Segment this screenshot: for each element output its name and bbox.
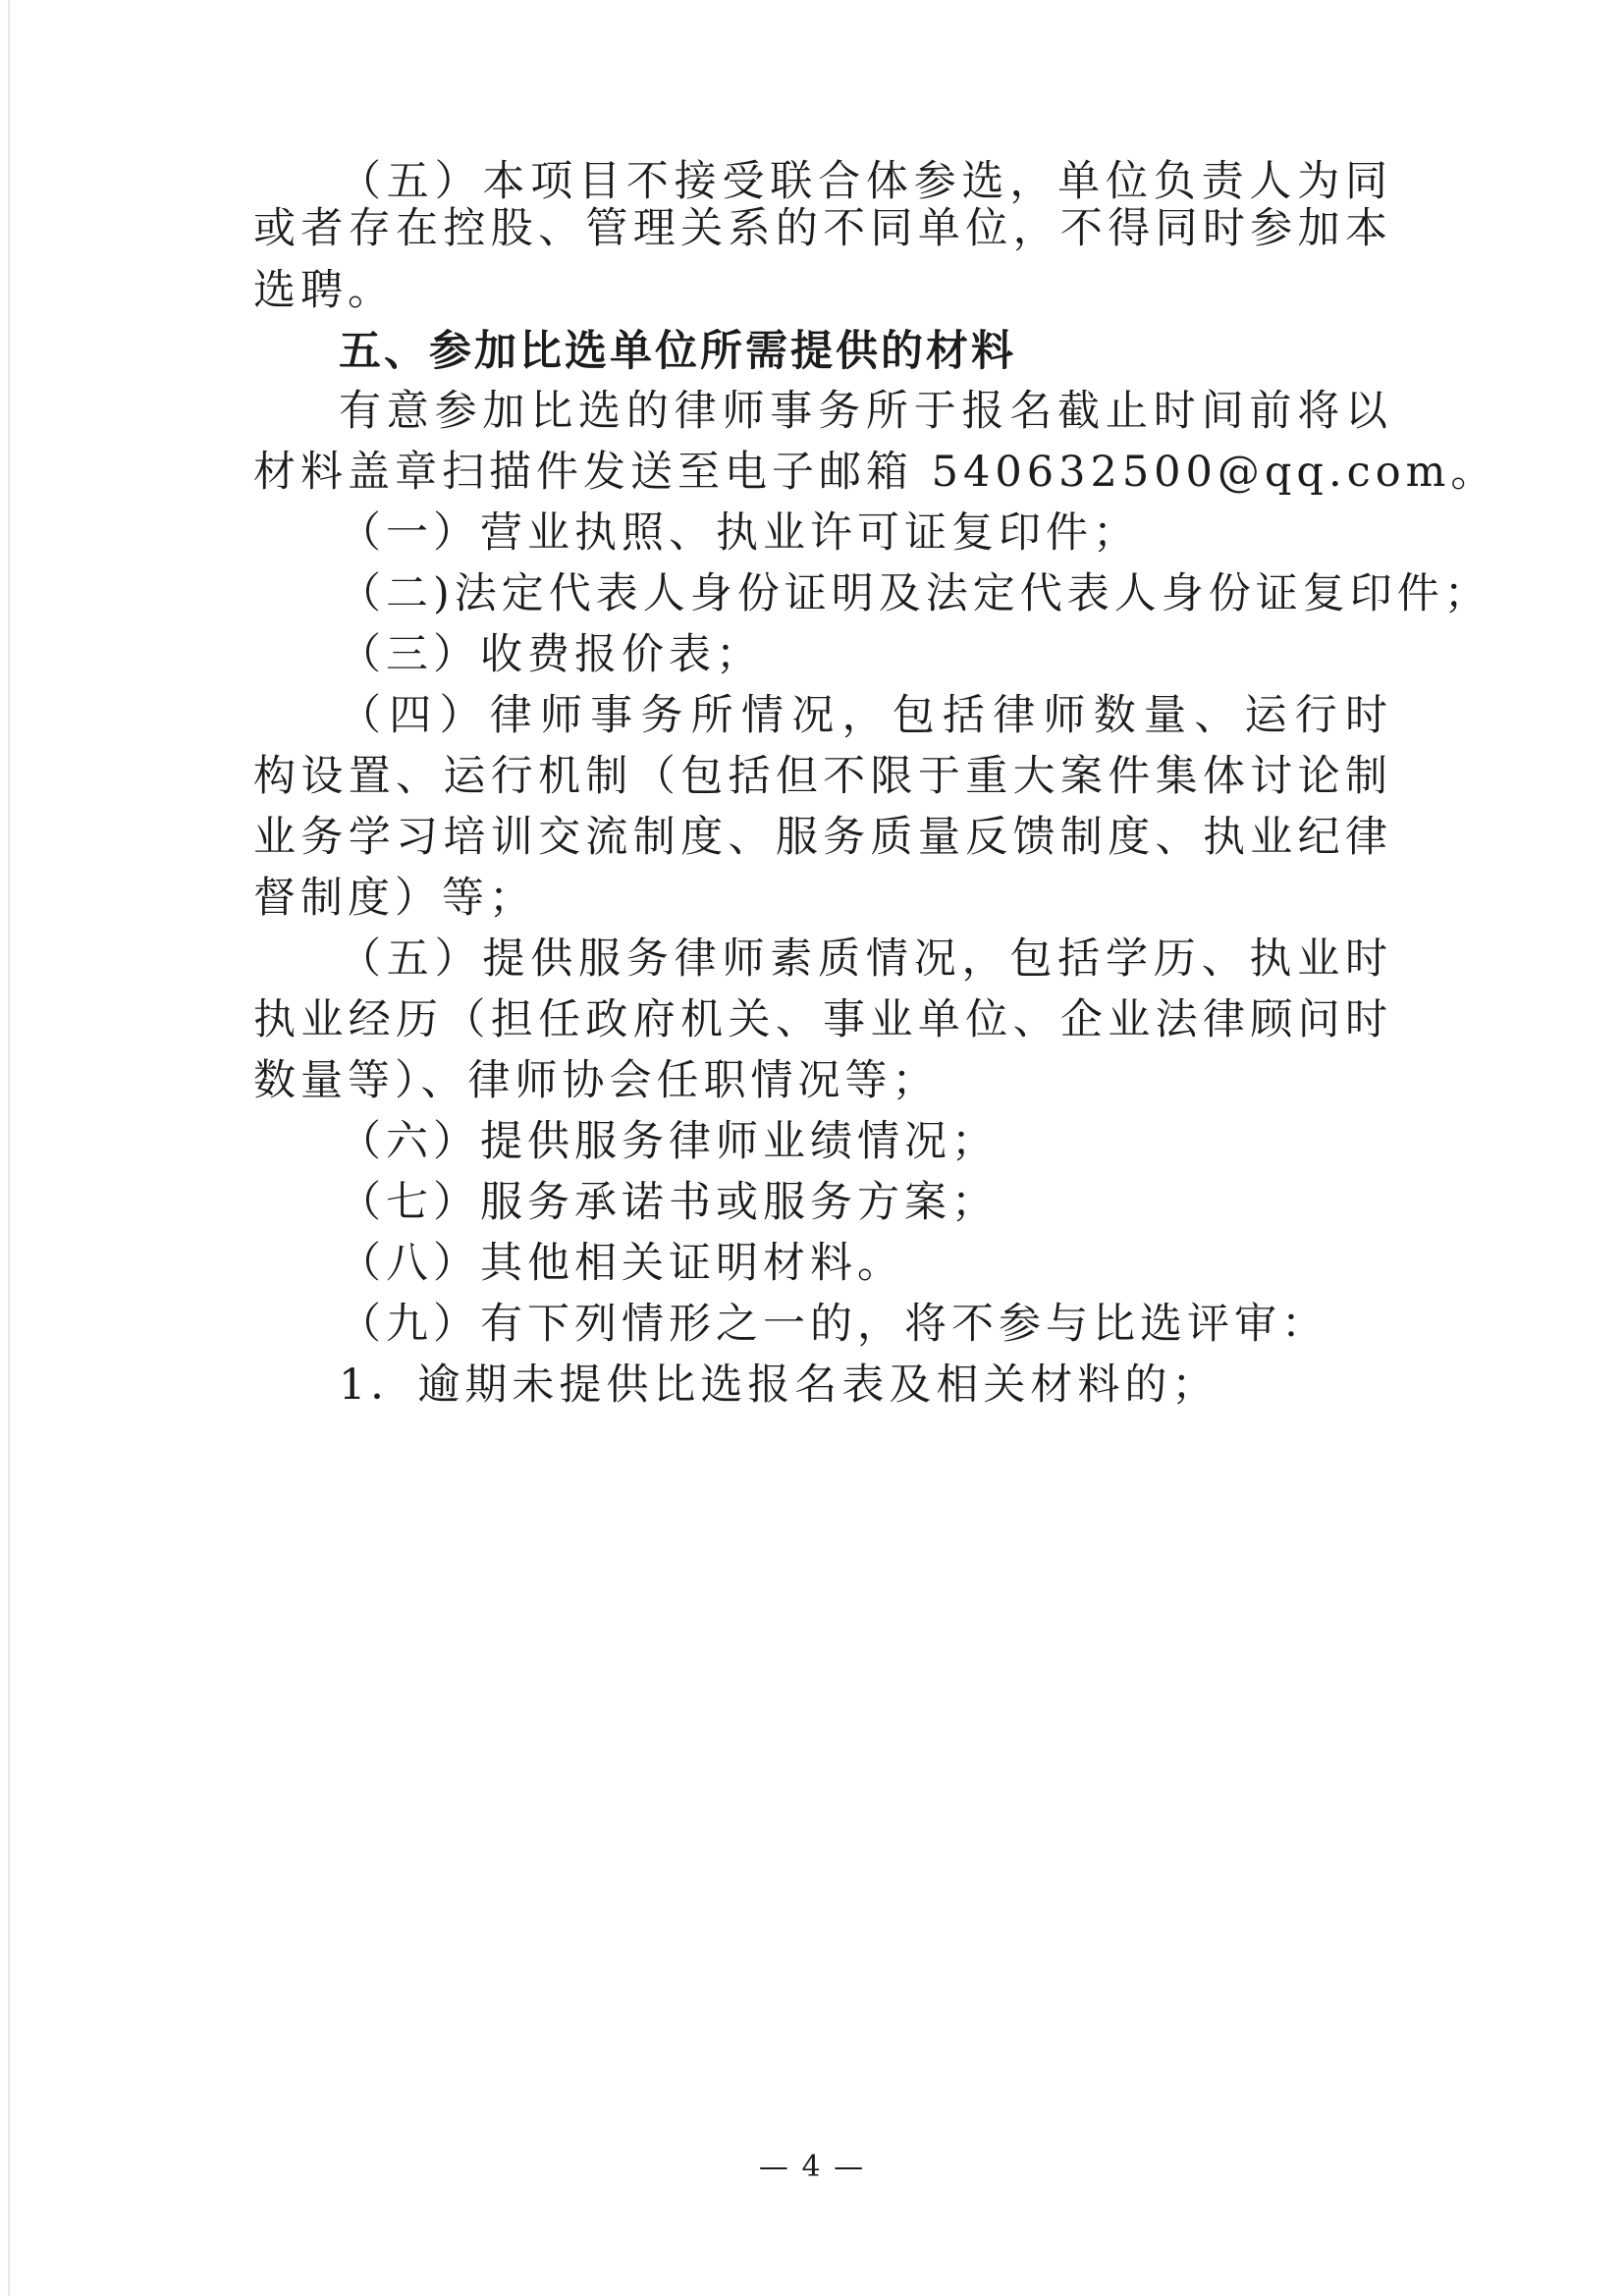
- paragraph-line: （五）本项目不接受联合体参选，单位负责人为同: [339, 157, 1392, 206]
- list-item: （三）收费报价表；: [339, 630, 763, 679]
- list-item: （八）其他相关证明材料。: [339, 1239, 904, 1288]
- paragraph-line: 或者存在控股、管理关系的不同单位，不得同时参加本: [253, 204, 1392, 253]
- paragraph-line: 选聘。: [253, 266, 395, 315]
- section-heading: 五、参加比选单位所需提供的材料: [339, 327, 1016, 376]
- scan-edge-line: [8, 0, 10, 2296]
- list-item: （二)法定代表人身份证明及法定代表人身份证复印件；: [339, 569, 1491, 618]
- list-item: 1．逾期未提供比选报名表及相关材料的；: [339, 1361, 1219, 1410]
- paragraph-line: 督制度）等；: [253, 874, 536, 923]
- page-number: — 4 —: [758, 2150, 866, 2184]
- paragraph-line: 执业经历（担任政府机关、事业单位、企业法律顾问时: [253, 995, 1392, 1044]
- paragraph-line: 数量等）、律师协会任职情况等；: [253, 1056, 940, 1105]
- list-item: （九）有下列情形之一的，将不参与比选评审：: [339, 1300, 1328, 1349]
- paragraph-line: 构设置、运行机制（包括但不限于重大案件集体讨论制: [253, 752, 1392, 801]
- list-item: （五）提供服务律师素质情况，包括学历、执业时: [339, 934, 1392, 984]
- paragraph-line: 材料盖章扫描件发送至电子邮箱 540632500@qq.com。: [253, 448, 1498, 497]
- paragraph-line: 业务学习培训交流制度、服务质量反馈制度、执业纪律: [253, 813, 1392, 862]
- list-item: （六）提供服务律师业绩情况；: [339, 1117, 999, 1166]
- list-item: （一）营业执照、执业许可证复印件；: [339, 508, 1140, 558]
- list-item: （七）服务承诺书或服务方案；: [339, 1178, 999, 1227]
- paragraph-line: 有意参加比选的律师事务所于报名截止时间前将以: [339, 387, 1392, 436]
- list-item: （四）律师事务所情况，包括律师数量、运行时: [339, 691, 1392, 740]
